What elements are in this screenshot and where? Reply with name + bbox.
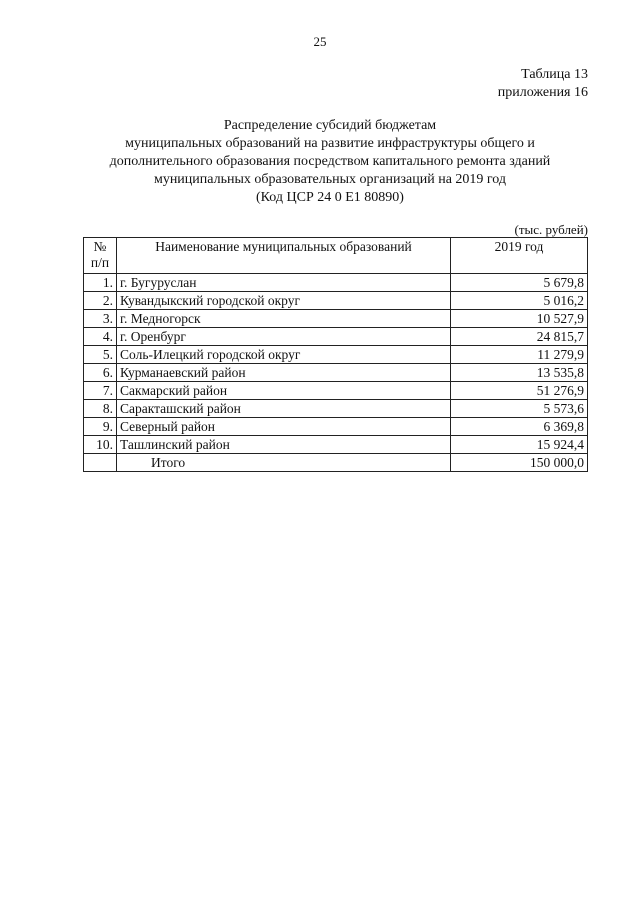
row-name: г. Медногорск bbox=[117, 310, 451, 328]
row-name: Кувандыкский городской округ bbox=[117, 292, 451, 310]
table-row bbox=[84, 310, 588, 328]
row-number: 8. bbox=[84, 400, 117, 418]
subsidy-table bbox=[83, 237, 588, 472]
row-number: 4. bbox=[84, 328, 117, 346]
title-code-line: (Код ЦСР 24 0 Е1 80890) bbox=[256, 190, 404, 205]
row-name: Соль-Илецкий городской округ bbox=[117, 346, 451, 364]
table-row bbox=[84, 328, 588, 346]
header-year: 2019 год bbox=[451, 238, 588, 274]
row-value: 10 527,9 bbox=[451, 310, 588, 328]
row-number: 3. bbox=[84, 310, 117, 328]
title-line: муниципальных образовательных организаций на 2019 год bbox=[153, 172, 507, 187]
row-value: 15 924,4 bbox=[451, 436, 588, 454]
table-row bbox=[84, 292, 588, 310]
row-name: г. Бугуруслан bbox=[117, 274, 451, 292]
table-row bbox=[84, 436, 588, 454]
row-value: 5 679,8 bbox=[451, 274, 588, 292]
row-number: 5. bbox=[84, 346, 117, 364]
title-line: дополнительного образования посредством капитального ремонта зданий bbox=[109, 154, 551, 169]
row-number: 2. bbox=[84, 292, 117, 310]
header-name: Наименование муниципальных образований bbox=[117, 238, 451, 274]
row-number: 1. bbox=[84, 274, 117, 292]
row-value: 11 279,9 bbox=[451, 346, 588, 364]
row-value: 51 276,9 bbox=[451, 382, 588, 400]
row-name: Саракташский район bbox=[117, 400, 451, 418]
table-reference-line: приложения 16 bbox=[497, 85, 588, 100]
row-name: Северный район bbox=[117, 418, 451, 436]
header-number bbox=[84, 238, 117, 274]
row-name: Ташлинский район bbox=[117, 436, 451, 454]
page-number: 25 bbox=[313, 34, 327, 49]
row-value: 5 016,2 bbox=[451, 292, 588, 310]
row-value: 24 815,7 bbox=[451, 328, 588, 346]
row-value: 5 573,6 bbox=[451, 400, 588, 418]
row-number: 9. bbox=[84, 418, 117, 436]
row-number: 6. bbox=[84, 364, 117, 382]
table-row bbox=[84, 346, 588, 364]
row-value: 6 369,8 bbox=[451, 418, 588, 436]
total-number-cell bbox=[84, 454, 117, 472]
row-number: 7. bbox=[84, 382, 117, 400]
header-number-sign: № bbox=[93, 239, 107, 254]
title-line: муниципальных образований на развитие инфраструктуры общего и bbox=[125, 136, 535, 151]
table-row bbox=[84, 382, 588, 400]
table-reference bbox=[498, 66, 588, 102]
table-header-row bbox=[84, 238, 588, 274]
row-number: 10. bbox=[84, 436, 117, 454]
units-label: (тыс. рублей) bbox=[514, 222, 588, 237]
table-row bbox=[84, 400, 588, 418]
row-name: г. Оренбург bbox=[117, 328, 451, 346]
table-row bbox=[84, 418, 588, 436]
total-value: 150 000,0 bbox=[451, 454, 588, 472]
title-line: Распределение субсидий бюджетам bbox=[223, 118, 437, 133]
table-row bbox=[84, 364, 588, 382]
header-number-abbr: п/п bbox=[90, 255, 110, 270]
total-label: Итого bbox=[117, 454, 451, 472]
table-total-row bbox=[84, 454, 588, 472]
table-reference-line: Таблица 13 bbox=[521, 67, 588, 82]
row-name: Курманаевский район bbox=[117, 364, 451, 382]
table-row bbox=[84, 274, 588, 292]
row-name: Сакмарский район bbox=[117, 382, 451, 400]
document-title bbox=[80, 117, 580, 207]
row-value: 13 535,8 bbox=[451, 364, 588, 382]
